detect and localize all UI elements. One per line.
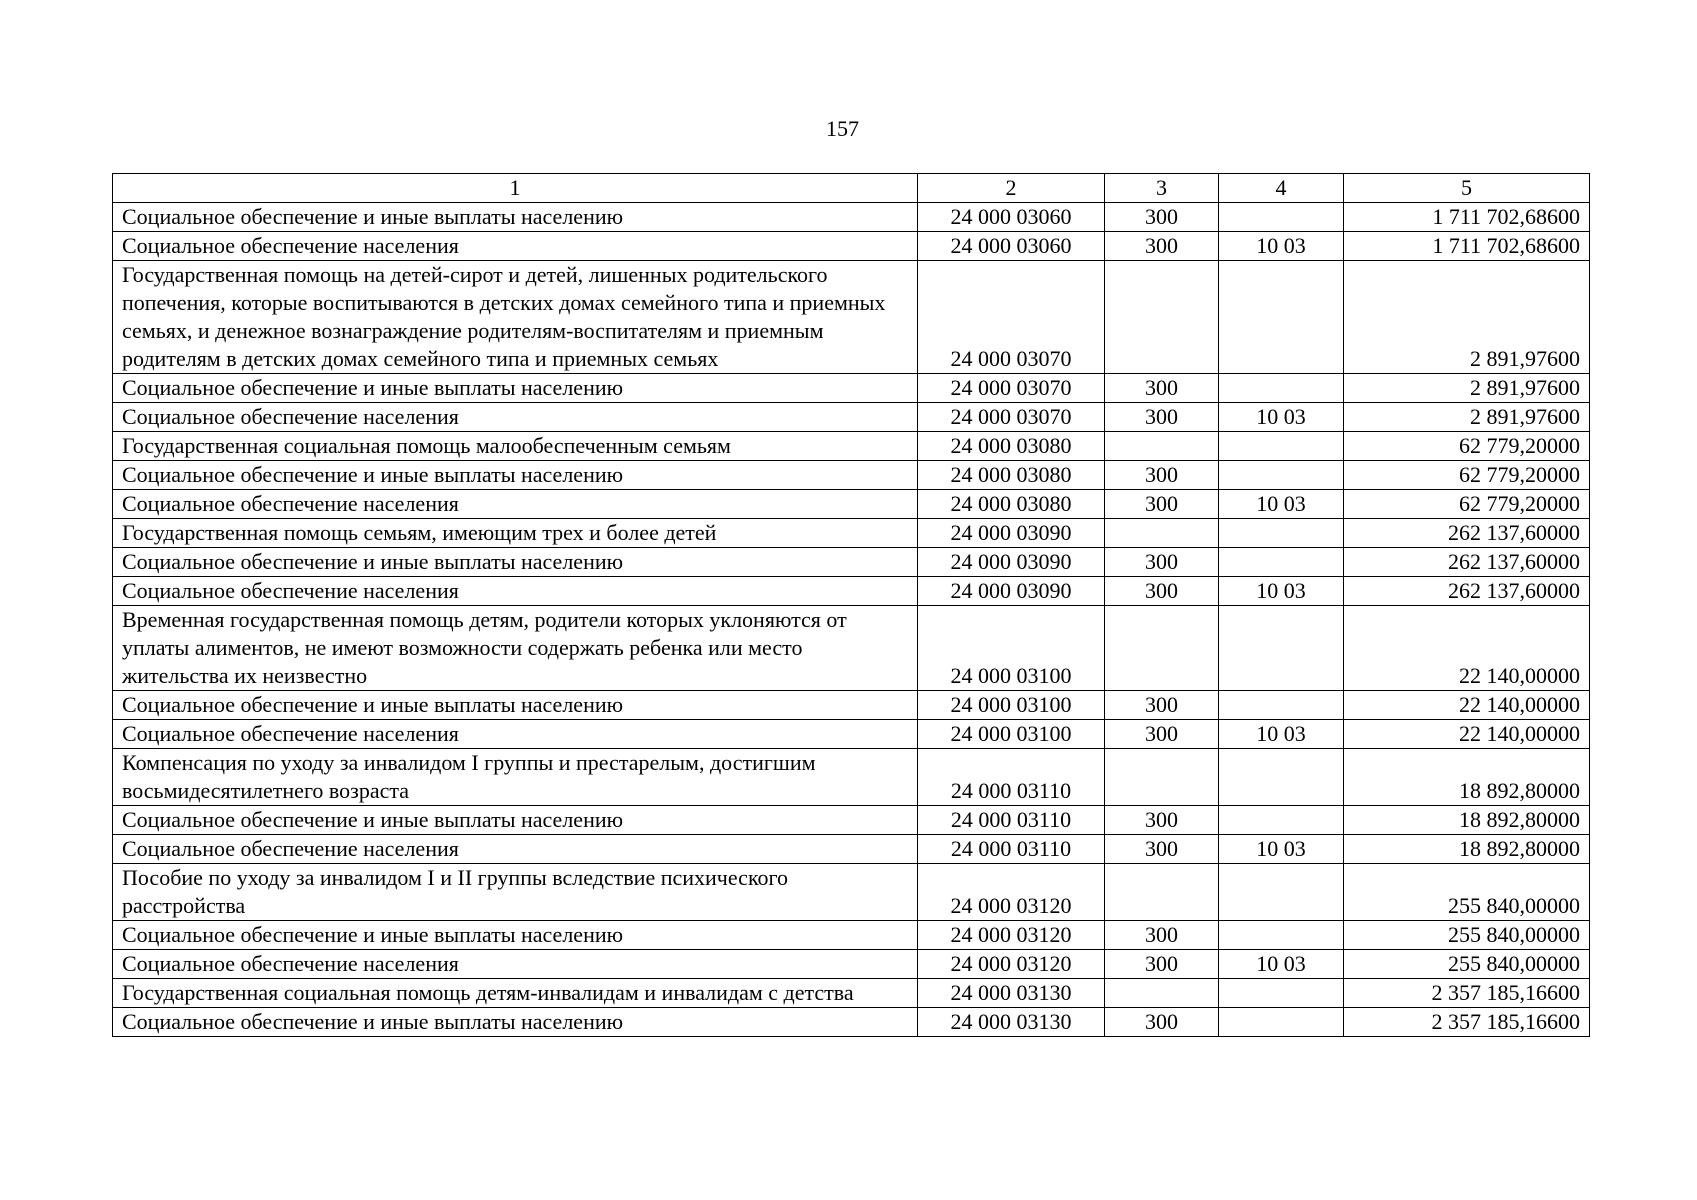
target-code-cell: 24 000 03090	[918, 519, 1105, 548]
row-name-cell: Социальное обеспечение и иные выплаты населению	[113, 1008, 918, 1037]
target-code-cell: 24 000 03080	[918, 432, 1105, 461]
amount-cell: 62 779,20000	[1344, 461, 1590, 490]
amount-cell: 255 840,00000	[1344, 921, 1590, 950]
expense-type-cell: 300	[1105, 921, 1219, 950]
amount-cell: 2 891,97600	[1344, 403, 1590, 432]
table-row	[113, 432, 1590, 461]
target-code-cell: 24 000 03120	[918, 921, 1105, 950]
expense-type-cell	[1105, 519, 1219, 548]
section-cell	[1219, 921, 1344, 950]
expense-type-cell: 300	[1105, 374, 1219, 403]
expense-type-cell	[1105, 261, 1219, 374]
table-row	[113, 921, 1590, 950]
section-cell	[1219, 606, 1344, 691]
amount-cell: 18 892,80000	[1344, 806, 1590, 835]
section-cell	[1219, 1008, 1344, 1037]
section-cell	[1219, 374, 1344, 403]
expense-type-cell: 300	[1105, 232, 1219, 261]
table-row	[113, 720, 1590, 749]
header-col-5: 5	[1344, 174, 1590, 203]
target-code-cell: 24 000 03070	[918, 403, 1105, 432]
expense-type-cell: 300	[1105, 720, 1219, 749]
amount-cell: 18 892,80000	[1344, 749, 1590, 806]
expense-type-cell	[1105, 749, 1219, 806]
section-cell	[1219, 749, 1344, 806]
expense-type-cell	[1105, 979, 1219, 1008]
target-code-cell: 24 000 03130	[918, 1008, 1105, 1037]
amount-cell: 22 140,00000	[1344, 606, 1590, 691]
budget-table	[112, 173, 1590, 1037]
amount-cell: 255 840,00000	[1344, 864, 1590, 921]
table-header-row	[113, 174, 1590, 203]
section-cell	[1219, 432, 1344, 461]
expense-type-cell	[1105, 606, 1219, 691]
expense-type-cell: 300	[1105, 403, 1219, 432]
table-row	[113, 606, 1590, 691]
amount-cell: 22 140,00000	[1344, 720, 1590, 749]
target-code-cell: 24 000 03100	[918, 691, 1105, 720]
table-row	[113, 749, 1590, 806]
target-code-cell: 24 000 03070	[918, 374, 1105, 403]
row-name-cell: Социальное обеспечение населения	[113, 232, 918, 261]
section-cell	[1219, 261, 1344, 374]
table-row	[113, 461, 1590, 490]
amount-cell: 62 779,20000	[1344, 490, 1590, 519]
row-name-cell: Государственная помощь семьям, имеющим трех и более детей	[113, 519, 918, 548]
row-name-cell: Государственная помощь на детей-сирот и детей, лишенных родительского попечения, которые воспитываются в детских домах семейного типа и приемных семьях, и денежное вознаграждение родителям-воспитателям и приемным родителям в детских домах семейного типа и приемных семьях	[113, 261, 918, 374]
section-cell: 10 03	[1219, 403, 1344, 432]
row-name-cell: Социальное обеспечение населения	[113, 403, 918, 432]
section-cell: 10 03	[1219, 232, 1344, 261]
row-name-cell: Временная государственная помощь детям, родители которых уклоняются от уплаты алиментов, не имеют возможности содержать ребенка или место жительства их неизвестно	[113, 606, 918, 691]
expense-type-cell: 300	[1105, 691, 1219, 720]
amount-cell: 1 711 702,68600	[1344, 203, 1590, 232]
table-row	[113, 203, 1590, 232]
section-cell	[1219, 548, 1344, 577]
section-cell: 10 03	[1219, 835, 1344, 864]
amount-cell: 62 779,20000	[1344, 432, 1590, 461]
expense-type-cell: 300	[1105, 577, 1219, 606]
section-cell	[1219, 806, 1344, 835]
row-name-cell: Социальное обеспечение населения	[113, 490, 918, 519]
table-row	[113, 577, 1590, 606]
table-row	[113, 979, 1590, 1008]
amount-cell: 262 137,60000	[1344, 577, 1590, 606]
target-code-cell: 24 000 03060	[918, 203, 1105, 232]
amount-cell: 255 840,00000	[1344, 950, 1590, 979]
target-code-cell: 24 000 03110	[918, 835, 1105, 864]
row-name-cell: Государственная социальная помощь малообеспеченным семьям	[113, 432, 918, 461]
section-cell: 10 03	[1219, 720, 1344, 749]
row-name-cell: Социальное обеспечение населения	[113, 577, 918, 606]
section-cell: 10 03	[1219, 577, 1344, 606]
expense-type-cell: 300	[1105, 1008, 1219, 1037]
row-name-cell: Социальное обеспечение населения	[113, 720, 918, 749]
row-name-cell: Социальное обеспечение и иные выплаты населению	[113, 691, 918, 720]
expense-type-cell: 300	[1105, 835, 1219, 864]
amount-cell: 2 357 185,16600	[1344, 1008, 1590, 1037]
expense-type-cell	[1105, 432, 1219, 461]
target-code-cell: 24 000 03090	[918, 577, 1105, 606]
expense-type-cell: 300	[1105, 950, 1219, 979]
row-name-cell: Государственная социальная помощь детям-инвалидам и инвалидам с детства	[113, 979, 918, 1008]
row-name-cell: Социальное обеспечение и иные выплаты населению	[113, 374, 918, 403]
section-cell	[1219, 979, 1344, 1008]
target-code-cell: 24 000 03070	[918, 261, 1105, 374]
amount-cell: 22 140,00000	[1344, 691, 1590, 720]
target-code-cell: 24 000 03100	[918, 720, 1105, 749]
row-name-cell: Пособие по уходу за инвалидом I и II группы вследствие психического расстройства	[113, 864, 918, 921]
section-cell	[1219, 864, 1344, 921]
table-row	[113, 374, 1590, 403]
amount-cell: 262 137,60000	[1344, 519, 1590, 548]
section-cell	[1219, 461, 1344, 490]
row-name-cell: Социальное обеспечение и иные выплаты населению	[113, 203, 918, 232]
target-code-cell: 24 000 03120	[918, 864, 1105, 921]
section-cell: 10 03	[1219, 950, 1344, 979]
expense-type-cell: 300	[1105, 548, 1219, 577]
table-row	[113, 950, 1590, 979]
row-name-cell: Социальное обеспечение и иные выплаты населению	[113, 921, 918, 950]
target-code-cell: 24 000 03080	[918, 461, 1105, 490]
row-name-cell: Социальное обеспечение и иные выплаты населению	[113, 461, 918, 490]
table-row	[113, 864, 1590, 921]
table-row	[113, 548, 1590, 577]
amount-cell: 2 891,97600	[1344, 374, 1590, 403]
table-row	[113, 261, 1590, 374]
target-code-cell: 24 000 03120	[918, 950, 1105, 979]
expense-type-cell: 300	[1105, 461, 1219, 490]
table-body	[113, 174, 1590, 1037]
amount-cell: 2 357 185,16600	[1344, 979, 1590, 1008]
amount-cell: 2 891,97600	[1344, 261, 1590, 374]
header-col-1: 1	[113, 174, 918, 203]
expense-type-cell: 300	[1105, 490, 1219, 519]
target-code-cell: 24 000 03100	[918, 606, 1105, 691]
target-code-cell: 24 000 03110	[918, 749, 1105, 806]
header-col-4: 4	[1219, 174, 1344, 203]
expense-type-cell: 300	[1105, 203, 1219, 232]
table-row	[113, 519, 1590, 548]
row-name-cell: Социальное обеспечение и иные выплаты населению	[113, 806, 918, 835]
target-code-cell: 24 000 03090	[918, 548, 1105, 577]
target-code-cell: 24 000 03080	[918, 490, 1105, 519]
section-cell	[1219, 691, 1344, 720]
table-row	[113, 232, 1590, 261]
row-name-cell: Социальное обеспечение и иные выплаты населению	[113, 548, 918, 577]
section-cell	[1219, 203, 1344, 232]
table-row	[113, 403, 1590, 432]
section-cell	[1219, 519, 1344, 548]
row-name-cell: Социальное обеспечение населения	[113, 950, 918, 979]
table-row	[113, 806, 1590, 835]
page-number: 157	[826, 116, 859, 141]
expense-type-cell	[1105, 864, 1219, 921]
target-code-cell: 24 000 03110	[918, 806, 1105, 835]
amount-cell: 262 137,60000	[1344, 548, 1590, 577]
amount-cell: 18 892,80000	[1344, 835, 1590, 864]
row-name-cell: Компенсация по уходу за инвалидом I группы и престарелым, достигшим восьмидесятилетнего возраста	[113, 749, 918, 806]
row-name-cell: Социальное обеспечение населения	[113, 835, 918, 864]
header-col-3: 3	[1105, 174, 1219, 203]
table-row	[113, 691, 1590, 720]
table-row	[113, 490, 1590, 519]
table-row	[113, 1008, 1590, 1037]
target-code-cell: 24 000 03060	[918, 232, 1105, 261]
target-code-cell: 24 000 03130	[918, 979, 1105, 1008]
section-cell: 10 03	[1219, 490, 1344, 519]
expense-type-cell: 300	[1105, 806, 1219, 835]
table-row	[113, 835, 1590, 864]
amount-cell: 1 711 702,68600	[1344, 232, 1590, 261]
header-col-2: 2	[918, 174, 1105, 203]
